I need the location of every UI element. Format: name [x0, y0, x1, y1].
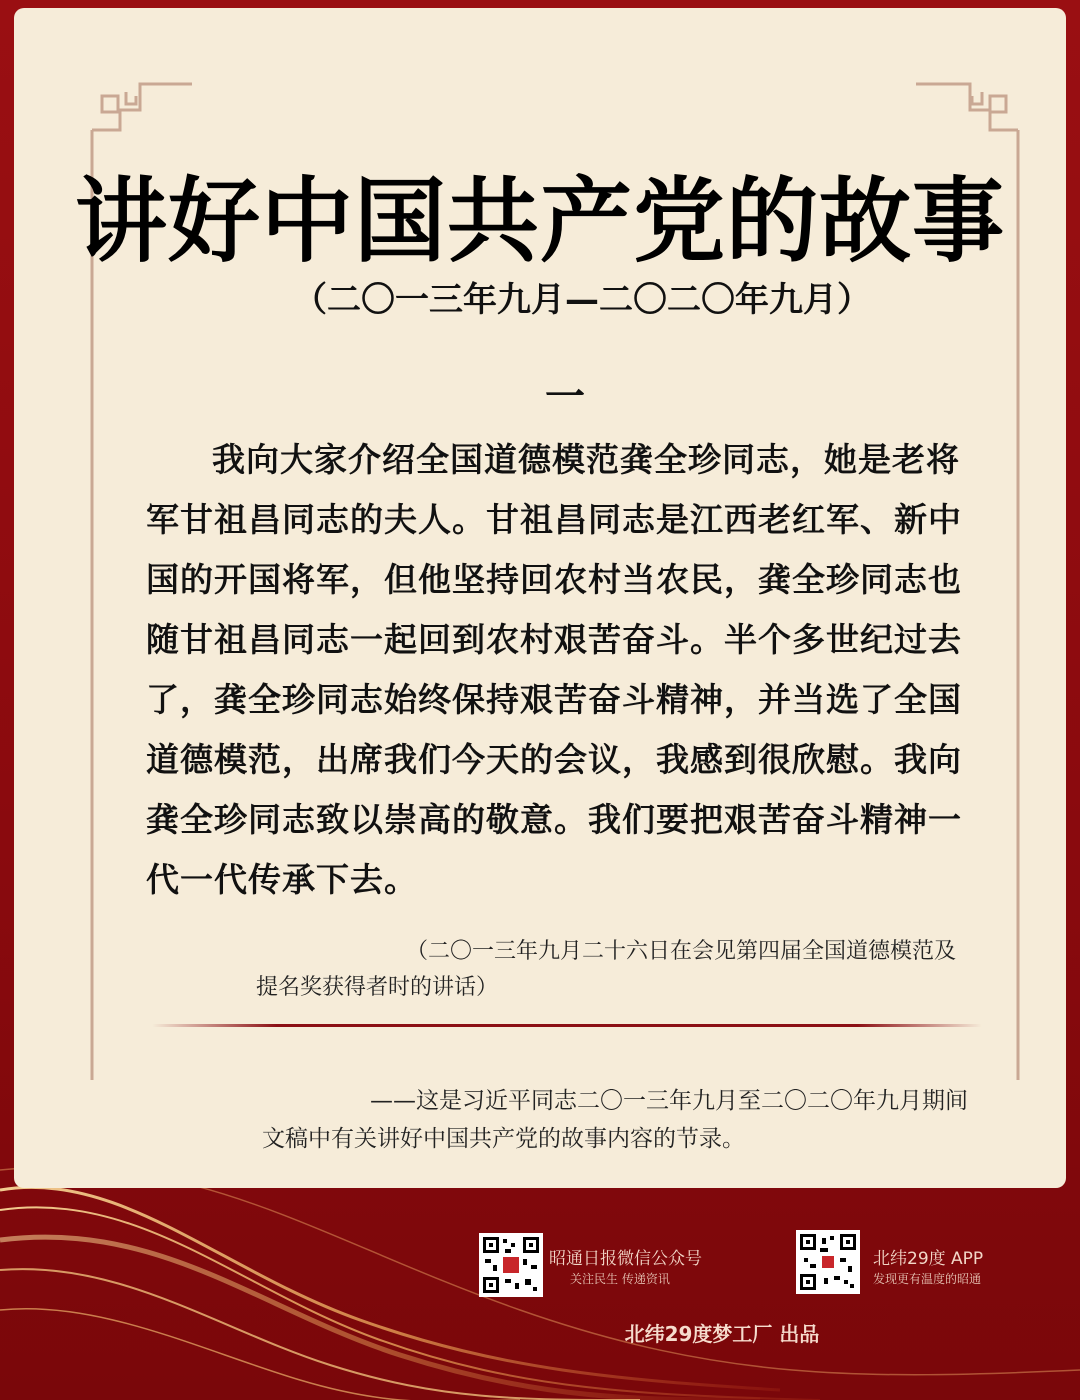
producer-credit: 北纬29度梦工厂 出品 — [624, 1322, 820, 1346]
qr-code-icon — [798, 1232, 858, 1292]
qr-code-icon — [481, 1235, 541, 1295]
section-divider — [152, 1024, 982, 1027]
collection-footnote: ——这是习近平同志二〇一三年九月至二〇二〇年九月期间文稿中有关讲好中国共产党的故事内容的节录。 — [262, 1088, 968, 1152]
excerpt-body: 我向大家介绍全国道德模范龚全珍同志，她是老将军甘祖昌同志的夫人。甘祖昌同志是江西老红军、新中国的开国将军，但他坚持回农村当农民，龚全珍同志也随甘祖昌同志一起回到农村艰苦奋斗。半个多世纪过去了，龚全珍同志始终保持艰苦奋斗精神，并当选了全国道德模范，出席我们今天的会议，我感到很欣慰。我向龚全珍同志致以崇高的敬意。我们要把艰苦奋斗精神一代一代传承下去。 — [146, 440, 962, 899]
right-qr-title: 北纬29度 APP — [873, 1249, 984, 1269]
page-title: 讲好中国共产党的故事 — [74, 168, 1005, 275]
left-qr-subtitle: 关注民生 传递资讯 — [570, 1272, 670, 1286]
speech-source-note: （二〇一三年九月二十六日在会见第四届全国道德模范及提名奖获得者时的讲话） — [256, 939, 957, 1000]
date-range-subtitle: （二〇一三年九月—二〇二〇年九月） — [293, 280, 871, 320]
qr-code-icon[interactable] — [479, 1233, 543, 1297]
left-qr-title: 昭通日报微信公众号 — [549, 1249, 702, 1269]
section-number: 一 — [545, 374, 585, 420]
qr-code-icon[interactable] — [796, 1230, 860, 1294]
right-qr-subtitle: 发现更有温度的昭通 — [873, 1272, 982, 1286]
